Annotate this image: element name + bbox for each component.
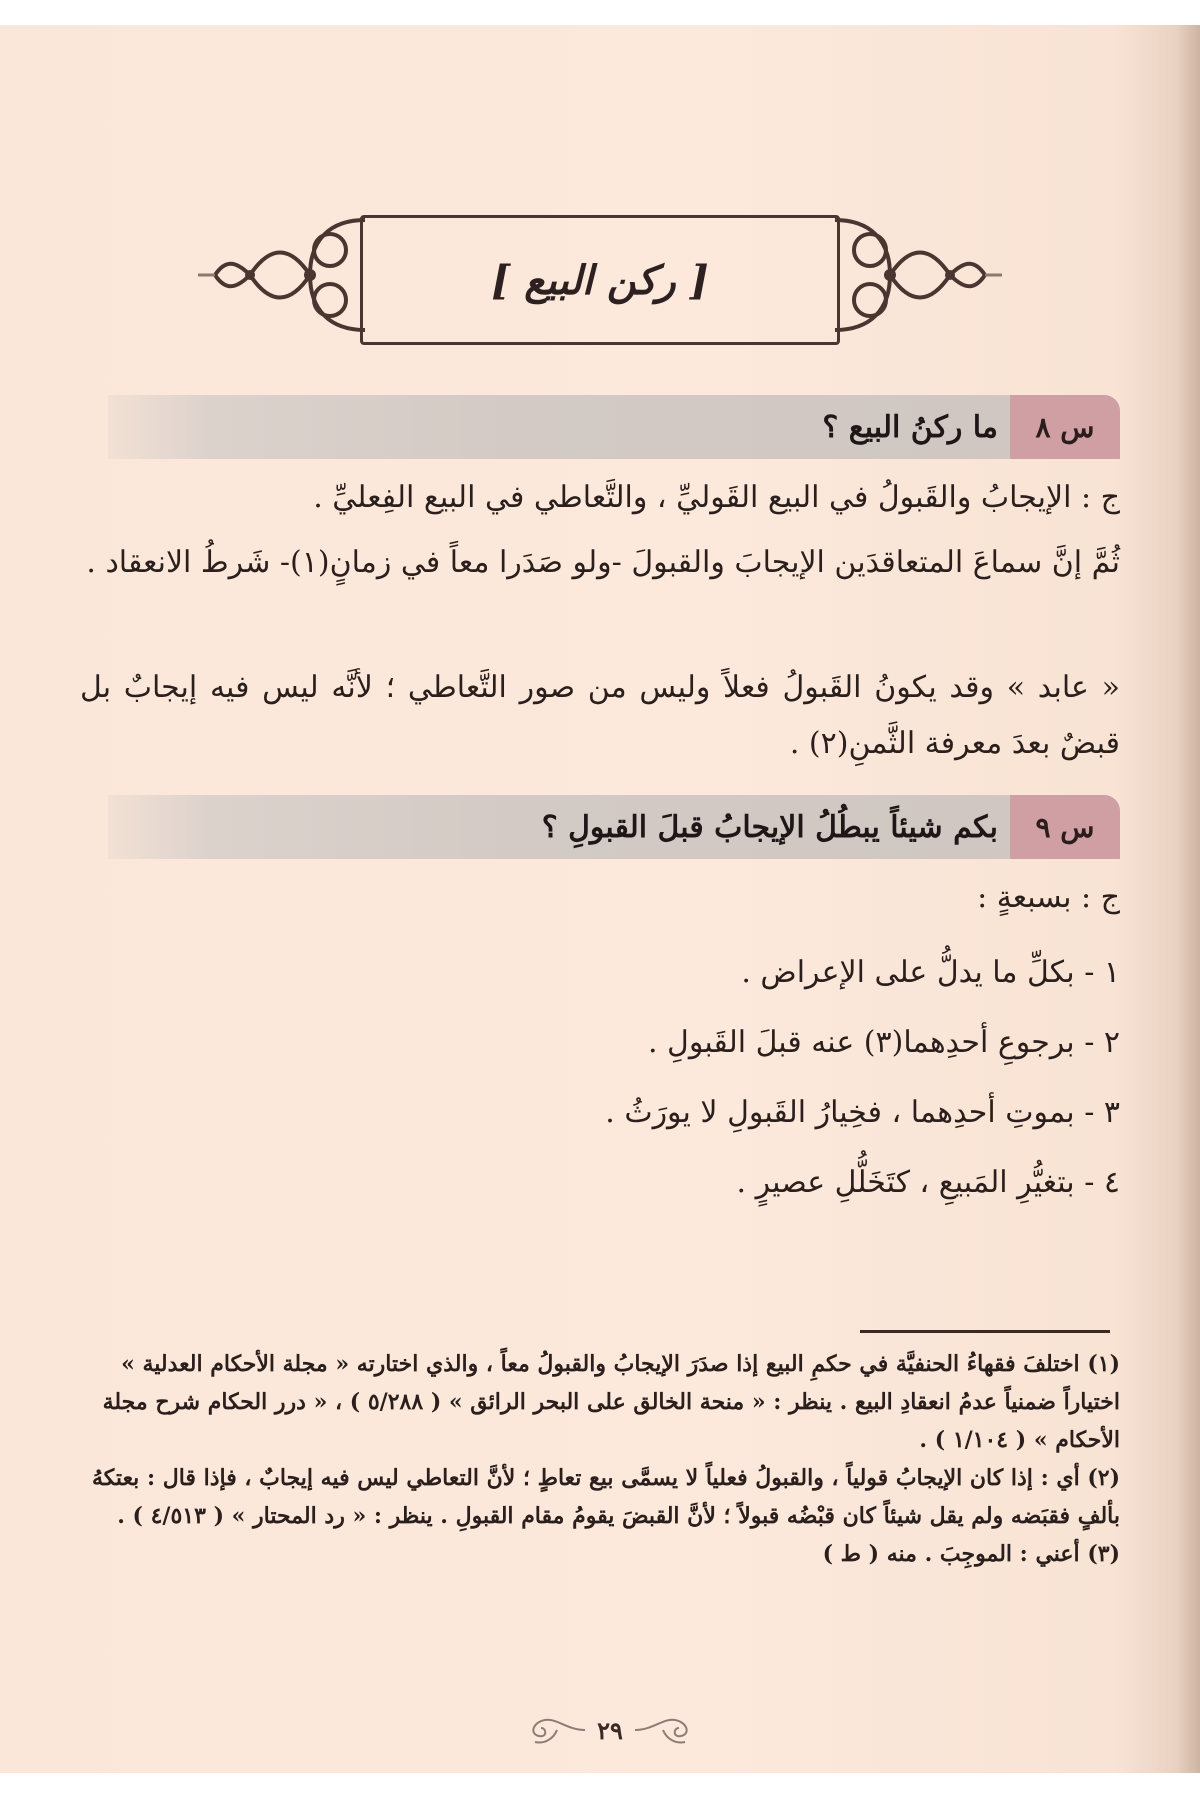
chapter-title-cartouche xyxy=(190,185,1010,335)
answer-line: ج : الإيجابُ والقَبولُ في البيع القَوليِّ ، والتَّعاطي في البيع الفِعليِّ . xyxy=(313,480,1120,515)
title-frame xyxy=(360,215,840,345)
page-number: ٢٩ xyxy=(597,1715,623,1745)
footnote-divider xyxy=(860,1330,1110,1333)
footnote-1: (١) اختلفَ فقهاءُ الحنفيَّة في حكمِ البيع إذا صدَرَ الإيجابُ والقبولُ معاً ، والذي اختارته « مجلة الأحكام العدلية » اختياراً ضمنياً عدمُ انعقادِ البيع . ينظر : « منحة الخالق على البحر الرائق » ( ٥/٢٨٨ ) ، « درر الحكام شرح مجلة الأحكام » ( ١/١٠٤ ) . xyxy=(102,1351,1120,1453)
book-page xyxy=(0,25,1200,1773)
answer-paragraph: « عابد » وقد يكونُ القَبولُ فعلاً وليس من صور التَّعاطي ؛ لأنَّه ليس فيه إيجابٌ بل قبضٌ بعدَ معرفة الثَّمنِ(٢) . xyxy=(80,670,1120,761)
page-number-ornament xyxy=(510,1705,710,1755)
answer-intro: ج : بسبعةٍ : xyxy=(977,880,1120,915)
chapter-title: [ ركن البيع ] xyxy=(491,256,709,304)
list-item: ٢ - برجوعِ أحدِهما(٣) عنه قبلَ القَبولِ . xyxy=(647,1025,1120,1060)
arabesque-ornament-icon xyxy=(190,200,370,350)
flourish-right-icon xyxy=(633,1712,703,1748)
arabesque-ornament-icon xyxy=(830,200,1010,350)
footnote-2: (٢) أي : إذا كان الإيجابُ قولياً ، والقبولُ فعلياً لا يسمَّى بيع تعاطٍ ؛ لأنَّ التعاطي ليس فيه إيجابٌ ، فإذا قال : بعتكهُ بألفٍ فقبَضه ولم يقل شيئاً كان قبْضُه قبولاً ؛ لأنَّ القبضَ يقومُ مقام القبولِ . ينظر : « رد المحتار » ( ٤/٥١٣ ) . xyxy=(91,1465,1120,1529)
footnotes xyxy=(90,1345,1120,1573)
question-bar-9 xyxy=(108,795,1120,859)
question-text: بكم شيئاً يبطُلُ الإيجابُ قبلَ القبولِ ؟ xyxy=(541,809,998,845)
question-number: س ٨ xyxy=(1010,395,1120,459)
footnote-3: (٣) أعني : الموجِبَ . منه ( ط ) xyxy=(822,1541,1120,1567)
list-item: ٤ - بتغيُّرِ المَبيعِ ، كتَخَلُّلِ عصيرٍ . xyxy=(736,1165,1120,1200)
list-item: ٣ - بموتِ أحدِهما ، فخِيارُ القَبولِ لا يورَثُ . xyxy=(605,1095,1120,1130)
question-text: ما ركنُ البيع ؟ xyxy=(822,409,998,445)
list-item: ١ - بكلِّ ما يدلُّ على الإعراض . xyxy=(741,955,1120,990)
flourish-left-icon xyxy=(517,1712,587,1748)
question-bar-8 xyxy=(108,395,1120,459)
question-number: س ٩ xyxy=(1010,795,1120,859)
answer-paragraph: ثُمَّ إنَّ سماعَ المتعاقدَين الإيجابَ والقبولَ -ولو صَدَرا معاً في زمانٍ(١)- شَرطُ الانعقاد . xyxy=(86,545,1120,580)
